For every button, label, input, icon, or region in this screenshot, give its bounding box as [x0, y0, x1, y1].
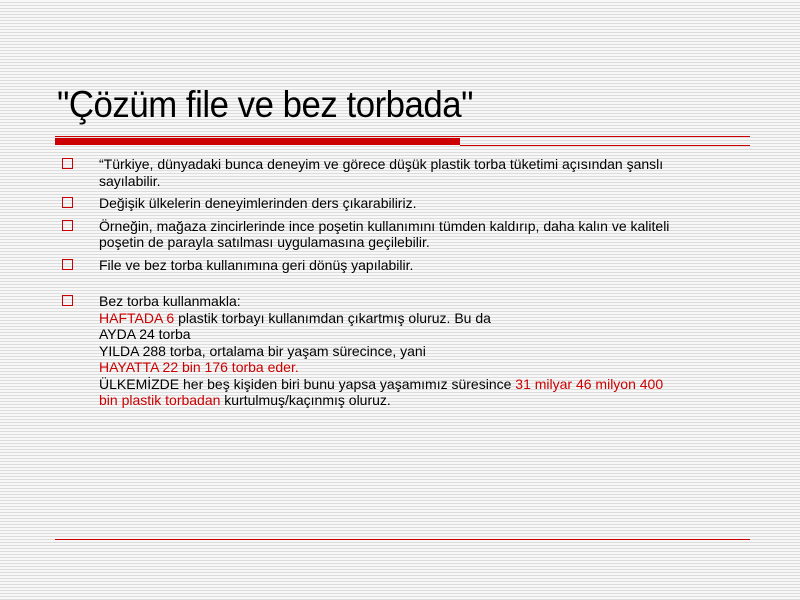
square-bullet-icon	[62, 295, 73, 306]
bez-intro-line: Bez torba kullanmakla:	[99, 293, 241, 309]
square-bullet-icon	[62, 220, 73, 231]
bullet-item	[60, 156, 750, 189]
bullet-text-line: poşetin de parayla satılması uygulamasına geçilebilir.	[99, 234, 430, 250]
bez-result-line	[99, 392, 750, 409]
bullet-text-line: “Türkiye, dünyadaki bunca deneyim ve görece düşük plastik torba tüketimi açısından şanslı	[99, 156, 664, 172]
square-bullet-icon	[62, 259, 73, 270]
footer-divider	[55, 539, 750, 540]
bullet-text-line: Değişik ülkelerin deneyimlerinden ders çıkarabiliriz.	[99, 195, 417, 211]
bullet-text-line: sayılabilir.	[99, 172, 161, 189]
bullet-list	[60, 156, 750, 415]
title-divider-thick	[55, 138, 460, 145]
bez-month-line: AYDA 24 torba	[99, 326, 191, 342]
highlight-text: 31 milyar 46 milyon 400	[515, 375, 664, 392]
title-divider-thin	[55, 136, 750, 137]
plain-text: ÜLKEMİZDE her beş kişiden biri bunu yapsa yaşamımız süresince	[99, 375, 516, 392]
bez-lifetime-line: HAYATTA 22 bin 176 torba eder.	[99, 359, 299, 375]
bez-year-line: YILDA 288 torba, ortalama bir yaşam sürecince, yani	[99, 342, 426, 359]
bullet-text-line: File ve bez torba kullanımına geri dönüş yapılabilir.	[99, 256, 414, 273]
bullet-item	[60, 257, 750, 274]
bez-week-line	[99, 310, 750, 327]
plain-text: kurtulmuş/kaçınmış oluruz.	[220, 392, 391, 408]
plain-text: plastik torbayı kullanımdan çıkartmış oluruz. Bu da	[174, 309, 491, 326]
square-bullet-icon	[62, 197, 73, 208]
title-divider-lower	[460, 145, 750, 146]
bullet-text-line: Örneğin, mağaza zincirlerinde ince poşetin kullanımını tümden kaldırıp, daha kalın ve kaliteli	[99, 217, 670, 234]
bez-country-line	[99, 376, 750, 393]
slide-title: "Çözüm file ve bez torbada"	[57, 84, 474, 125]
bullet-item-bez-torba	[60, 293, 750, 409]
highlight-text: HAFTADA 6	[99, 309, 175, 326]
highlight-text: bin plastik torbadan	[99, 392, 221, 408]
bullet-item	[60, 195, 750, 212]
square-bullet-icon	[62, 158, 73, 169]
bullet-item	[60, 218, 750, 251]
